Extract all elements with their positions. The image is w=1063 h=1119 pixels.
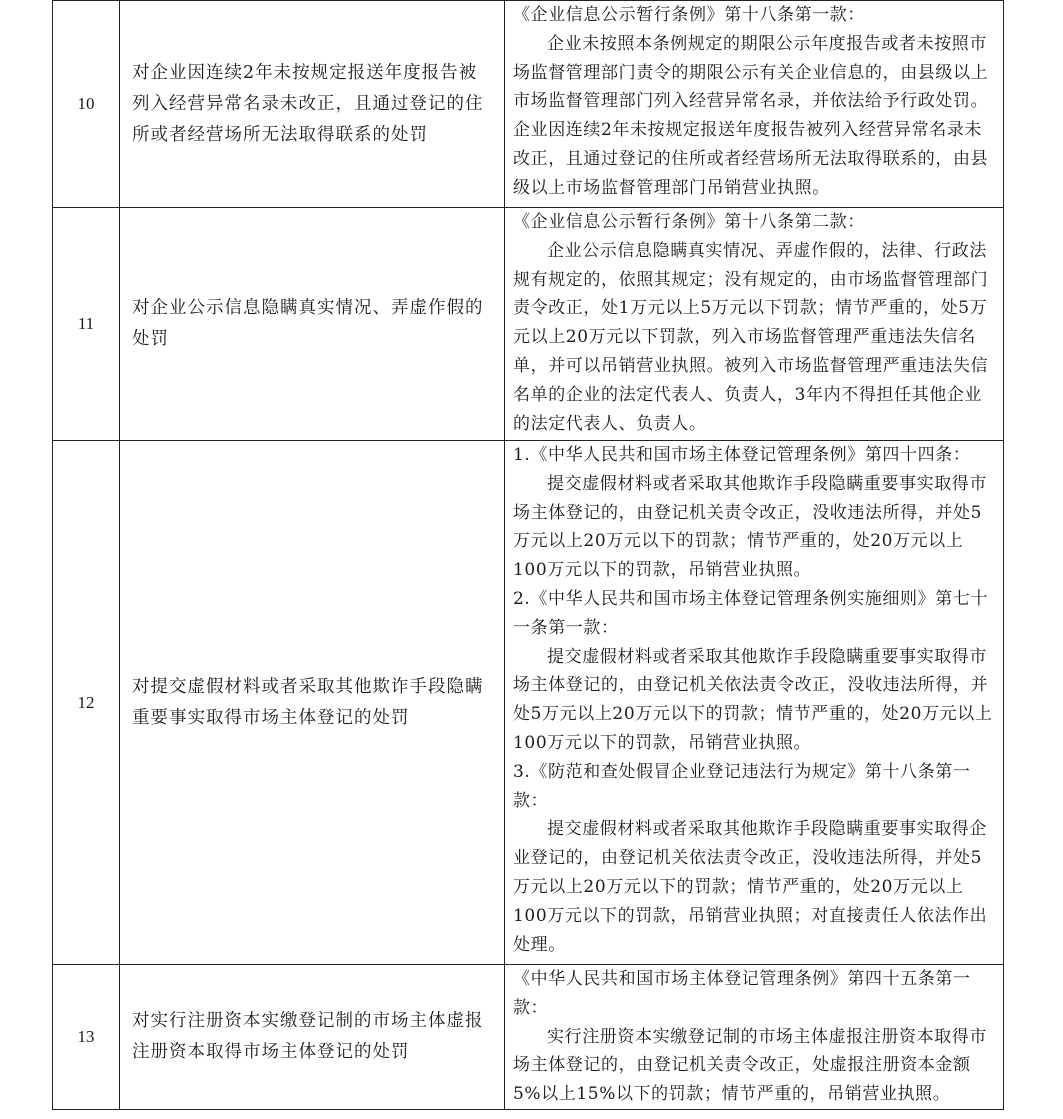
row-number: 10 <box>53 1 120 208</box>
legal-basis <box>505 1 1004 208</box>
legal-basis <box>505 965 1004 1110</box>
basis-paragraph: 1.《中华人民共和国市场主体登记管理条例》第四十四条： <box>513 445 971 465</box>
basis-paragraph: 提交虚假材料或者采取其他欺诈手段隐瞒重要事实取得市场主体登记的，由登记机关责令改正，没收违法所得，并处5万元以上20万元以下的罚款；情节严重的，处20万元以上100万元以下的罚款，吊销营业执照。 <box>513 473 987 581</box>
penalty-table <box>52 0 1004 1110</box>
table-row <box>53 1 1004 208</box>
row-number: 12 <box>53 441 120 965</box>
penalty-item: 对企业因连续2年未按规定报送年度报告被列入经营异常名录未改正，且通过登记的住所或者经营场所无法取得联系的处罚 <box>120 1 505 208</box>
table-row <box>53 208 1004 441</box>
penalty-item: 对企业公示信息隐瞒真实情况、弄虚作假的处罚 <box>120 208 505 441</box>
legal-basis <box>505 441 1004 965</box>
basis-paragraph: 企业未按照本条例规定的期限公示年度报告或者未按照市场监督管理部门责令的期限公示有关企业信息的，由县级以上市场监督管理部门列入经营异常名录，并依法给予行政处罚。企业因连续2年未按规定报送年度报告被列入经营异常名录未改正，且通过登记的住所或者经营场所无法取得联系的，由县级以上市场监督管理部门吊销营业执照。 <box>513 33 989 198</box>
basis-paragraph: 提交虚假材料或者采取其他欺诈手段隐瞒重要事实取得企业登记的，由登记机关依法责令改正，没收违法所得，并处5万元以上20万元以下的罚款；情节严重的，处20万元以上100万元以下的罚款，吊销营业执照；对直接责任人依法作出处理。 <box>513 819 988 955</box>
basis-paragraph: 提交虚假材料或者采取其他欺诈手段隐瞒重要事实取得市场主体登记的，由登记机关依法责令改正，没收违法所得，并处5万元以上20万元以下的罚款；情节严重的，处20万元以上100万元以下的罚款，吊销营业执照。 <box>513 646 993 753</box>
penalty-item: 对提交虚假材料或者采取其他欺诈手段隐瞒重要事实取得市场主体登记的处罚 <box>120 441 505 965</box>
basis-paragraph: 《中华人民共和国市场主体登记管理条例》第四十五条第一款： <box>513 969 971 1018</box>
table-row <box>53 965 1004 1110</box>
basis-paragraph: 实行注册资本实缴登记制的市场主体虚报注册资本取得市场主体登记的，由登记机关责令改正，处虚报注册资本金额5%以上15%以下的罚款；情节严重的，吊销营业执照。 <box>513 1026 987 1105</box>
table-row <box>53 441 1004 965</box>
basis-paragraph: 2.《中华人民共和国市场主体登记管理条例实施细则》第七十一条第一款： <box>513 588 989 638</box>
penalty-table-body <box>53 1 1004 1110</box>
basis-paragraph: 《企业信息公示暂行条例》第十八条第二款： <box>513 212 865 232</box>
legal-basis <box>505 208 1004 441</box>
row-number: 13 <box>53 965 120 1110</box>
penalty-item: 对实行注册资本实缴登记制的市场主体虚报注册资本取得市场主体登记的处罚 <box>120 965 505 1110</box>
basis-paragraph: 企业公示信息隐瞒真实情况、弄虚作假的，法律、行政法规有规定的，依照其规定；没有规定的，由市场监督管理部门责令改正，处1万元以上5万元以下罚款；情节严重的，处5万元以上20万元以下罚款，列入市场监督管理严重违法失信名单，并可以吊销营业执照。被列入市场监督管理严重违法失信名单的企业的法定代表人、负责人，3年内不得担任其他企业的法定代表人、负责人。 <box>513 240 989 434</box>
basis-paragraph: 3.《防范和查处假冒企业登记违法行为规定》第十八条第一款： <box>513 761 971 811</box>
row-number: 11 <box>53 208 120 441</box>
basis-paragraph: 《企业信息公示暂行条例》第十八条第一款： <box>513 5 865 25</box>
